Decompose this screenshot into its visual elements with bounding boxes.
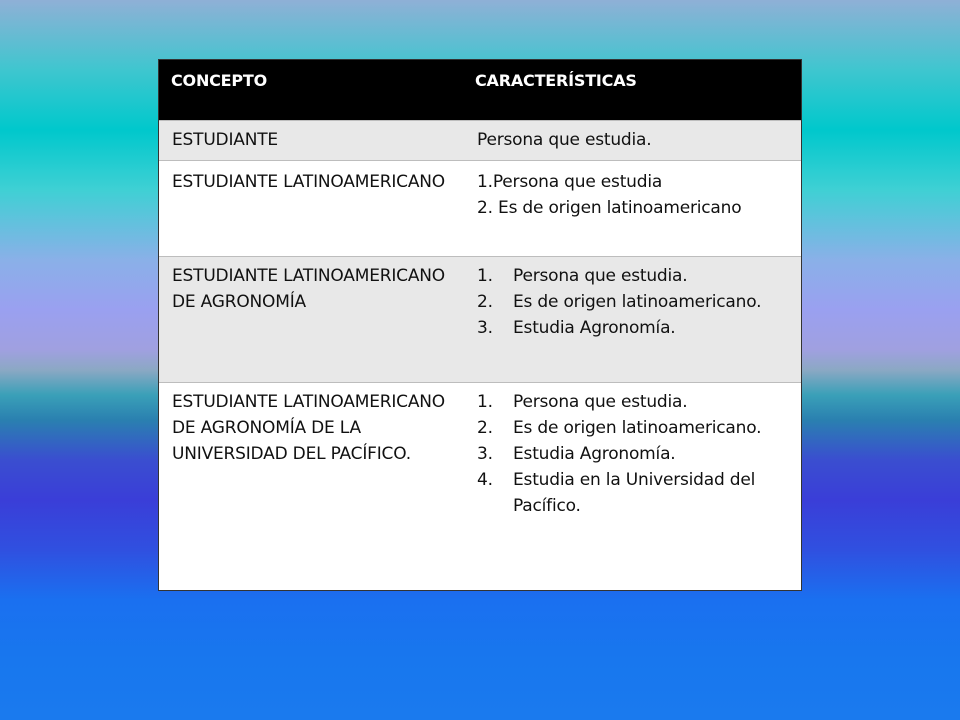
characteristic-line: 2. Es de origen latinoamericano <box>477 197 742 218</box>
characteristic-line: 1.Persona que estudia <box>477 171 663 192</box>
characteristics-cell <box>463 120 801 160</box>
item-text: Persona que estudia. <box>513 265 688 286</box>
characteristic-line: Persona que estudia. <box>477 129 652 150</box>
item-text: Es de origen latinoamericano. <box>513 417 762 438</box>
item-text: Estudia Agronomía. <box>513 317 676 338</box>
item-number: 4. <box>477 469 493 490</box>
list-item <box>477 389 801 415</box>
item-text: Es de origen latinoamericano. <box>513 291 762 312</box>
item-number: 1. <box>477 265 493 286</box>
list-item <box>477 441 801 467</box>
characteristics-cell <box>463 382 801 590</box>
table-row <box>159 160 801 256</box>
list-item <box>477 289 801 315</box>
concept-cell: ESTUDIANTE LATINOAMERICANO DE AGRONOMÍA <box>159 256 463 382</box>
characteristics-cell <box>463 160 801 256</box>
item-number: 3. <box>477 443 493 464</box>
table-row <box>159 120 801 160</box>
item-number: 2. <box>477 417 493 438</box>
list-item <box>477 315 801 341</box>
item-number: 2. <box>477 291 493 312</box>
list-item <box>477 467 801 519</box>
characteristics-list <box>477 263 801 341</box>
item-number: 3. <box>477 317 493 338</box>
list-item <box>477 415 801 441</box>
table-row <box>159 256 801 382</box>
item-text: Estudia en la Universidad del Pacífico. <box>513 469 756 516</box>
characteristics-cell <box>463 256 801 382</box>
concept-cell: ESTUDIANTE <box>159 120 463 160</box>
concept-cell: ESTUDIANTE LATINOAMERICANO DE AGRONOMÍA DE LA UNIVERSIDAD DEL PACÍFICO. <box>159 382 463 590</box>
item-text: Estudia Agronomía. <box>513 443 676 464</box>
header-row <box>159 60 801 120</box>
table-row <box>159 382 801 590</box>
header-caracteristicas: CARACTERÍSTICAS <box>463 60 801 120</box>
item-number: 1. <box>477 391 493 412</box>
list-item <box>477 263 801 289</box>
concept-cell: ESTUDIANTE LATINOAMERICANO <box>159 160 463 256</box>
characteristics-list <box>477 389 801 519</box>
header-concepto: CONCEPTO <box>159 60 463 120</box>
item-text: Persona que estudia. <box>513 391 688 412</box>
concept-table <box>159 60 801 590</box>
